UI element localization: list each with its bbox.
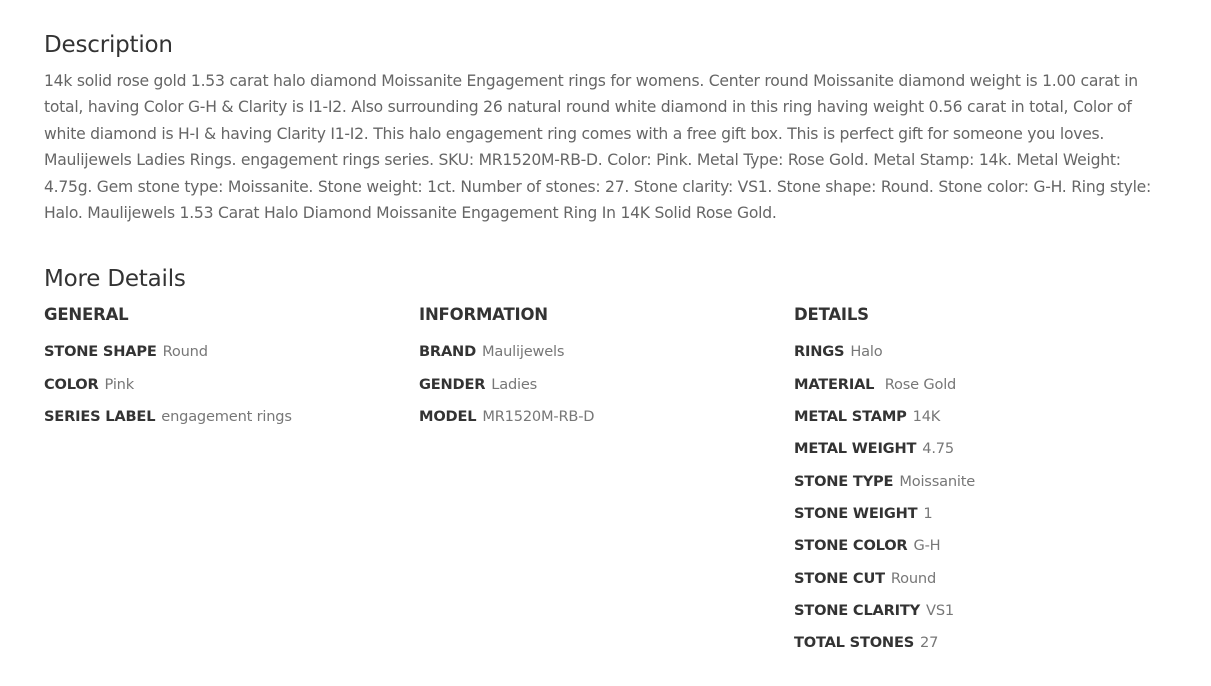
detail-label: METAL STAMP [794,408,907,426]
detail-row-stone-weight [794,504,975,536]
details-columns [44,304,1154,664]
detail-row-series-label [44,407,292,439]
detail-row-metal-stamp [794,407,975,439]
detail-value: Ladies [491,375,538,393]
detail-value: MR1520M-RB-D [482,408,595,426]
detail-label: MATERIAL [794,375,875,393]
detail-label: STONE CUT [794,569,885,587]
detail-row-model [419,407,594,439]
detail-label: STONE CLARITY [794,601,921,619]
general-heading: GENERAL [44,305,129,325]
product-info [44,30,1154,664]
information-heading: INFORMATION [419,305,548,325]
detail-label: METAL WEIGHT [794,440,917,458]
detail-value: 14K [912,408,941,426]
more-details-title: More Details [44,266,186,293]
detail-label: SERIES LABEL [44,408,156,426]
information-column [419,304,594,439]
description-text: 14k solid rose gold 1.53 carat halo diamond Moissanite Engagement rings for womens. Center round Moissanite diamond weight is 1.00 carat in total, having Color G-H & Clarity is I1-I2. Also surrounding 26 natural round white diamond in this ring having weight 0.56 carat in total, Color of white diamond is H-I & having Clarity I1-I2. This halo engagement ring comes with a free gift box. This is perfect gift for someone you loves. Maulijewels Ladies Rings. engagement rings series. SKU: MR1520M-RB-D. Color: Pink. Metal Type: Rose Gold. Metal Stamp: 14k. Metal Weight: 4.75g. Gem stone type: Moissanite. Stone weight: 1ct. Number of stones: 27. Stone clarity: VS1. Stone shape: Round. Stone color: G-H. Ring style: Halo. Maulijewels 1.53 Carat Halo Diamond Moissanite Engagement Ring In 14K Solid Rose Gold. [44,72,1152,223]
detail-row-stone-cut [794,569,975,601]
detail-label: STONE TYPE [794,472,894,490]
details-heading: DETAILS [794,305,869,325]
detail-value: Moissanite [899,472,976,490]
detail-row-material [794,375,975,407]
detail-value: 1 [923,504,933,522]
detail-row-total-stones [794,633,975,665]
detail-value: Maulijewels [481,343,565,361]
detail-row-brand [419,342,594,374]
description-title: Description [44,32,173,58]
detail-row-stone-shape [44,342,292,374]
detail-row-stone-clarity [794,601,975,633]
detail-value: Rose Gold [880,375,957,393]
detail-label: GENDER [419,375,486,393]
detail-label: STONE COLOR [794,537,908,555]
detail-value: 4.75 [922,440,954,458]
detail-value: VS1 [926,601,954,619]
detail-row-stone-color [794,536,975,568]
detail-label: RINGS [794,343,845,361]
detail-value: Halo [850,343,883,361]
detail-value: 27 [920,634,939,652]
details-column [794,304,975,665]
detail-row-color [44,375,292,407]
detail-row-metal-weight [794,439,975,471]
detail-value: engagement rings [161,408,292,426]
detail-value: G-H [913,537,941,555]
detail-label: TOTAL STONES [794,634,915,652]
detail-value: Round [162,343,208,361]
detail-label: MODEL [419,408,477,426]
detail-row-rings [794,342,975,374]
detail-row-stone-type [794,472,975,504]
detail-value: Pink [104,375,134,393]
detail-row-gender [419,375,594,407]
general-column [44,304,292,439]
detail-value: Round [890,569,937,587]
detail-label: BRAND [419,343,476,361]
detail-label: STONE SHAPE [44,343,157,361]
detail-label: COLOR [44,375,99,393]
detail-label: STONE WEIGHT [794,504,918,522]
